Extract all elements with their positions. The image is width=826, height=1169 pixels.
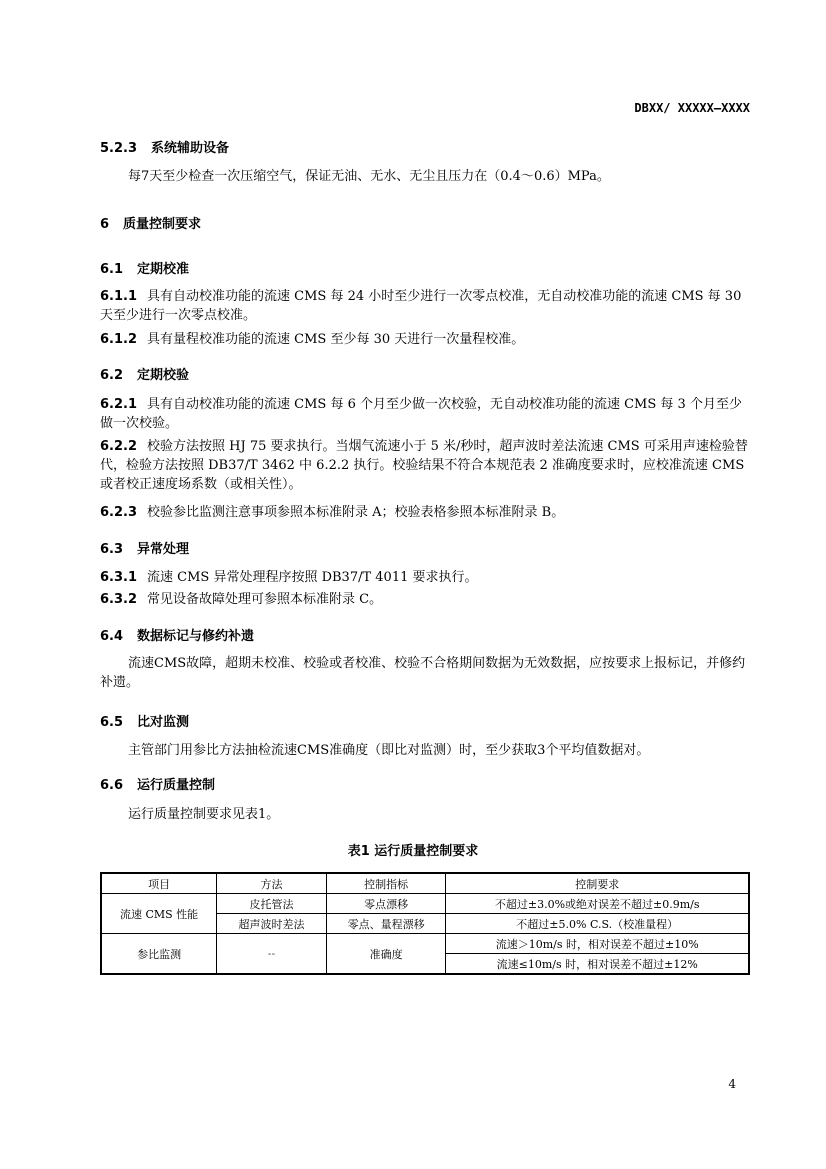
header-cell: 控制指标 xyxy=(326,873,446,894)
table-cell: 不超过±5.0% C.S.（校准量程） xyxy=(446,914,749,934)
document-code: DBXX/ XXXXX—XXXX xyxy=(634,101,750,115)
page-number: 4 xyxy=(728,1077,736,1091)
table-cell: 流速＞10m/s 时，相对误差不超过±10% xyxy=(446,934,749,954)
item-6-2-2 xyxy=(100,437,750,494)
item-number: 6.2.2 xyxy=(100,439,138,454)
heading-title: 数据标记与修约补遗 xyxy=(137,629,255,644)
table-cell: -- xyxy=(217,934,327,975)
heading-number: 5.2.3 xyxy=(100,141,138,156)
heading-number: 6 xyxy=(100,217,110,232)
item-number: 6.2.3 xyxy=(100,505,138,520)
heading-number: 6.5 xyxy=(100,715,124,730)
heading-title: 质量控制要求 xyxy=(123,217,202,232)
item-number: 6.3.1 xyxy=(100,570,138,585)
paragraph-6-6: 运行质量控制要求见表1。 xyxy=(128,807,280,822)
item-number: 6.1.1 xyxy=(100,289,138,304)
table-caption: 表1 运行质量控制要求 xyxy=(347,844,479,859)
heading-number: 6.4 xyxy=(100,629,124,644)
item-number: 6.2.1 xyxy=(100,397,138,412)
table-cell: 皮托管法 xyxy=(217,894,327,914)
item-number: 6.3.2 xyxy=(100,592,138,607)
paragraph-5-2-3: 每7天至少检查一次压缩空气，保证无油、无水、无尘且压力在（0.4～0.6）MPa。 xyxy=(128,169,610,184)
table-cell: 流速 CMS 性能 xyxy=(101,894,217,934)
heading-title: 运行质量控制 xyxy=(137,778,216,793)
table-cell: 流速≤10m/s 时，相对误差不超过±12% xyxy=(446,954,749,975)
heading-title: 异常处理 xyxy=(137,542,190,557)
item-text: 流速 CMS 异常处理程序按照 DB37/T 4011 要求执行。 xyxy=(147,570,478,585)
heading-6-2 xyxy=(100,364,189,383)
header-cell: 控制要求 xyxy=(446,873,749,894)
heading-title: 定期校准 xyxy=(137,262,190,277)
heading-title: 比对监测 xyxy=(137,715,190,730)
heading-5-2-3 xyxy=(100,137,229,156)
heading-number: 6.1 xyxy=(100,262,124,277)
item-6-2-1 xyxy=(100,395,750,433)
item-6-2-3 xyxy=(100,503,564,522)
table-cell: 准确度 xyxy=(326,934,446,975)
table-row xyxy=(101,934,749,954)
table-cell: 超声波时差法 xyxy=(217,914,327,934)
item-6-1-2 xyxy=(100,330,524,349)
table-row xyxy=(101,894,749,914)
heading-6-6 xyxy=(100,774,215,793)
item-text: 具有量程校准功能的流速 CMS 至少每 30 天进行一次量程校准。 xyxy=(147,332,525,347)
item-6-3-1 xyxy=(100,568,478,587)
heading-6-4 xyxy=(100,625,254,644)
item-text: 校验参比监测注意事项参照本标准附录 A；校验表格参照本标准附录 B。 xyxy=(147,505,565,520)
heading-6-3 xyxy=(100,538,189,557)
item-6-1-1 xyxy=(100,287,750,325)
header-cell: 项目 xyxy=(101,873,217,894)
heading-6 xyxy=(100,213,201,232)
heading-6-1 xyxy=(100,258,189,277)
heading-title: 定期校验 xyxy=(137,368,190,383)
heading-6-5 xyxy=(100,711,189,730)
table-cell: 不超过±3.0%或绝对误差不超过±0.9m/s xyxy=(446,894,749,914)
item-text: 具有自动校准功能的流速 CMS 每 6 个月至少做一次校验，无自动校准功能的流速 CMS 每 3 个月至少做一次校验。 xyxy=(100,397,742,431)
paragraph-6-4: 流速CMS故障，超期未校准、校验或者校准、校验不合格期间数据为无效数据，应按要求上报标记，并修约补遗。 xyxy=(100,656,746,690)
item-text: 常见设备故障处理可参照本标准附录 C。 xyxy=(147,592,383,607)
paragraph-6-5: 主管部门用参比方法抽检流速CMS准确度（即比对监测）时，至少获取3个平均值数据对。 xyxy=(128,743,650,758)
table-header-row xyxy=(101,873,749,894)
heading-number: 6.3 xyxy=(100,542,124,557)
item-6-3-2 xyxy=(100,590,382,609)
table-cell: 零点漂移 xyxy=(326,894,446,914)
item-text: 校验方法按照 HJ 75 要求执行。当烟气流速小于 5 米/秒时，超声波时差法流速 CMS 可采用声速检验替代，检验方法按照 DB37/T 3462 中 6.2.2 执行。校验结果不符合本规范表 2 准确度要求时，应校准流速 CMS 或者校正速度场系数（或相关性）。 xyxy=(100,439,748,492)
header-cell: 方法 xyxy=(217,873,327,894)
quality-control-table xyxy=(100,872,750,975)
table-cell: 零点、量程漂移 xyxy=(326,914,446,934)
heading-number: 6.6 xyxy=(100,778,124,793)
heading-number: 6.2 xyxy=(100,368,124,383)
item-number: 6.1.2 xyxy=(100,332,138,347)
heading-title: 系统辅助设备 xyxy=(151,141,230,156)
table-cell: 参比监测 xyxy=(101,934,217,975)
item-text: 具有自动校准功能的流速 CMS 每 24 小时至少进行一次零点校准，无自动校准功能的流速 CMS 每 30 天至少进行一次零点校准。 xyxy=(100,289,742,323)
